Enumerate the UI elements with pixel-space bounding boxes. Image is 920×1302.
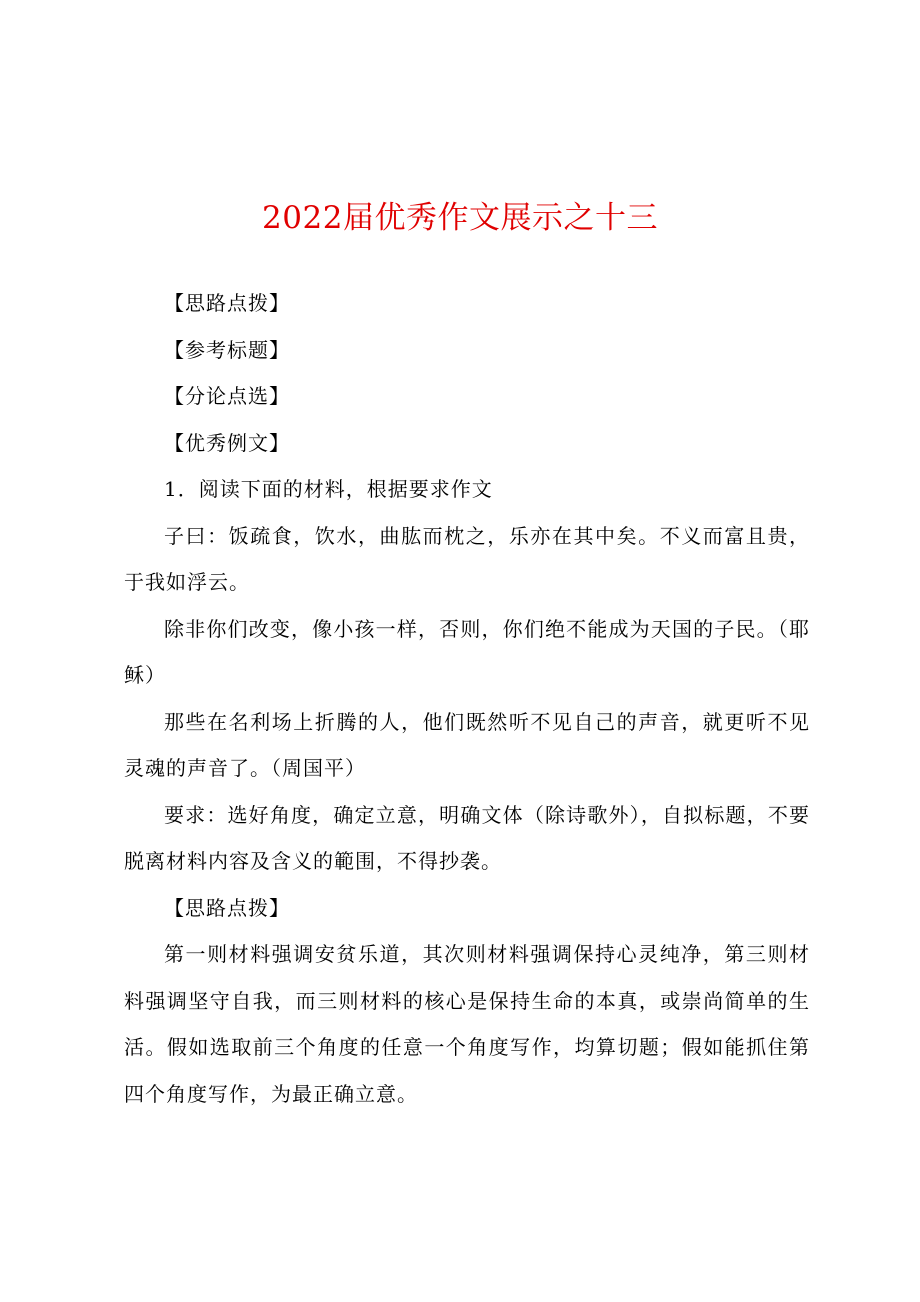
prompt-intro: 1．阅读下面的材料，根据要求作文 — [164, 477, 493, 501]
material-quote-zhou-guoping: 那些在名利场上折腾的人，他们既然听不见自己的声音，就更听不见灵魂的声音了。（周国平） — [124, 709, 810, 780]
document-title: 2022届优秀作文展示之十三 — [262, 200, 658, 236]
requirements-paragraph: 要求：选好角度，确定立意，明确文体（除诗歌外），自拟标题，不要脱离材料内容及含义的範围，不得抄袭。 — [124, 802, 810, 873]
section-heading-approach-repeat: 【思路点拨】 — [164, 895, 290, 920]
document-body — [124, 280, 810, 1117]
section-heading-sample-essays: 【优秀例文】 — [164, 430, 290, 455]
section-heading-reference-titles: 【参考标题】 — [164, 337, 290, 362]
section-heading-approach: 【思路点拨】 — [164, 291, 290, 315]
material-quote-confucius: 子曰：饭疏食，饮水，曲肱而枕之，乐亦在其中矣。不义而富且贵，于我如浮云。 — [124, 523, 810, 594]
material-quote-jesus: 除非你们改变，像小孩一样，否则，你们绝不能成为天国的子民。（耶稣） — [124, 616, 810, 687]
analysis-paragraph: 第一则材料强调安贫乐道，其次则材料强调保持心灵纯净，第三则材料强调坚守自我，而三则材料的核心是保持生命的本真，或崇尚简单的生活。假如选取前三个角度的任意一个角度写作，均算切题；假如能抓住第四个角度写作，为最正确立意。 — [124, 942, 810, 1106]
section-heading-sub-arguments: 【分论点选】 — [164, 384, 290, 408]
